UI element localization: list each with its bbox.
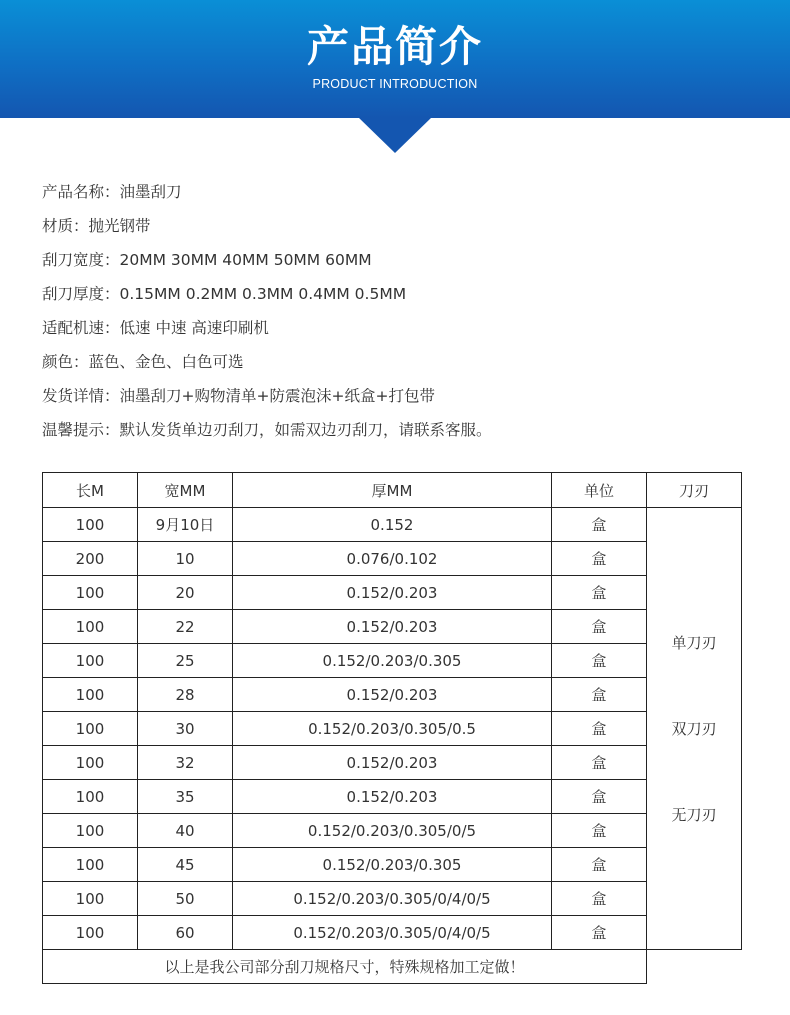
spec-line	[42, 382, 762, 416]
cell-width: 28	[138, 678, 233, 712]
cell-width: 10	[138, 542, 233, 576]
spec-label: 发货详情：	[42, 387, 120, 405]
cell-length: 100	[43, 814, 138, 848]
cell-unit: 盒	[552, 644, 647, 678]
cell-width: 30	[138, 712, 233, 746]
banner-arrow	[358, 117, 432, 153]
cell-width: 9月10日	[138, 508, 233, 542]
table-note: 以上是我公司部分刮刀规格尺寸，特殊规格加工定做！	[43, 950, 647, 984]
header-banner	[0, 0, 790, 118]
page-title: 产品简介	[306, 22, 483, 71]
cell-length: 100	[43, 882, 138, 916]
header-unit: 单位	[552, 473, 647, 508]
header-thickness: 厚MM	[233, 473, 552, 508]
blade-type: 单刀刃	[671, 633, 717, 652]
cell-unit: 盒	[552, 746, 647, 780]
spec-table	[42, 472, 742, 984]
blade-type: 无刀刃	[671, 805, 717, 824]
table-row	[43, 814, 742, 848]
spec-label: 刮刀厚度：	[42, 285, 120, 303]
spec-line	[42, 212, 762, 246]
spec-value: 抛光钢带	[88, 217, 151, 235]
table-row	[43, 678, 742, 712]
cell-width: 50	[138, 882, 233, 916]
cell-width: 25	[138, 644, 233, 678]
header-width: 宽MM	[138, 473, 233, 508]
cell-length: 100	[43, 678, 138, 712]
table-row	[43, 576, 742, 610]
spec-line	[42, 280, 762, 314]
cell-thickness: 0.152/0.203/0.305/0/4/0/5	[233, 916, 552, 950]
table-header-row	[43, 473, 742, 508]
cell-length: 100	[43, 508, 138, 542]
header-blade: 刀刃	[647, 473, 742, 508]
cell-width: 22	[138, 610, 233, 644]
spec-value: 油墨刮刀	[119, 183, 182, 201]
cell-unit: 盒	[552, 576, 647, 610]
cell-width: 32	[138, 746, 233, 780]
cell-unit: 盒	[552, 610, 647, 644]
cell-length: 100	[43, 712, 138, 746]
cell-thickness: 0.152/0.203/0.305/0/4/0/5	[233, 882, 552, 916]
spec-line	[42, 314, 762, 348]
table-row	[43, 712, 742, 746]
cell-unit: 盒	[552, 508, 647, 542]
cell-thickness: 0.152/0.203/0.305	[233, 644, 552, 678]
cell-unit: 盒	[552, 542, 647, 576]
blade-type-cell	[647, 508, 742, 950]
table-row	[43, 610, 742, 644]
cell-thickness: 0.152/0.203	[233, 576, 552, 610]
cell-thickness: 0.152/0.203	[233, 610, 552, 644]
cell-width: 20	[138, 576, 233, 610]
table-row	[43, 916, 742, 950]
cell-length: 100	[43, 610, 138, 644]
spec-value: 油墨刮刀+购物清单+防震泡沫+纸盒+打包带	[119, 387, 435, 405]
cell-thickness: 0.152/0.203	[233, 780, 552, 814]
cell-length: 100	[43, 780, 138, 814]
table-row	[43, 780, 742, 814]
cell-unit: 盒	[552, 916, 647, 950]
cell-thickness: 0.152/0.203/0.305/0/5	[233, 814, 552, 848]
blade-type: 双刀刃	[671, 719, 717, 738]
spec-list	[42, 178, 762, 450]
table-row	[43, 542, 742, 576]
cell-width: 60	[138, 916, 233, 950]
spec-line	[42, 348, 762, 382]
cell-unit: 盒	[552, 712, 647, 746]
cell-thickness: 0.076/0.102	[233, 542, 552, 576]
cell-width: 45	[138, 848, 233, 882]
cell-unit: 盒	[552, 882, 647, 916]
spec-label: 产品名称：	[42, 183, 120, 201]
spec-line	[42, 246, 762, 280]
table-row	[43, 848, 742, 882]
cell-length: 100	[43, 576, 138, 610]
table-row	[43, 644, 742, 678]
spec-line	[42, 178, 762, 212]
cell-unit: 盒	[552, 678, 647, 712]
cell-width: 40	[138, 814, 233, 848]
cell-length: 100	[43, 916, 138, 950]
spec-label: 刮刀宽度：	[42, 251, 120, 269]
spec-value: 低速 中速 高速印刷机	[119, 319, 269, 337]
cell-unit: 盒	[552, 814, 647, 848]
table-note-row	[43, 950, 742, 984]
cell-thickness: 0.152/0.203/0.305	[233, 848, 552, 882]
table-row	[43, 508, 742, 542]
spec-line	[42, 416, 762, 450]
spec-label: 适配机速：	[42, 319, 120, 337]
cell-thickness: 0.152/0.203	[233, 746, 552, 780]
cell-length: 100	[43, 746, 138, 780]
cell-length: 100	[43, 644, 138, 678]
cell-length: 100	[43, 848, 138, 882]
page-subtitle: PRODUCT INTRODUCTION	[312, 77, 478, 91]
header-length: 长M	[43, 473, 138, 508]
spec-value: 0.15MM 0.2MM 0.3MM 0.4MM 0.5MM	[119, 285, 407, 303]
cell-thickness: 0.152/0.203	[233, 678, 552, 712]
table-row	[43, 882, 742, 916]
cell-width: 35	[138, 780, 233, 814]
cell-unit: 盒	[552, 780, 647, 814]
spec-label: 温馨提示：	[42, 421, 120, 439]
cell-length: 200	[43, 542, 138, 576]
spec-value: 蓝色、金色、白色可选	[88, 353, 244, 371]
cell-unit: 盒	[552, 848, 647, 882]
table-row	[43, 746, 742, 780]
spec-label: 颜色：	[42, 353, 89, 371]
spec-value: 默认发货单边刃刮刀，如需双边刃刮刀，请联系客服。	[119, 421, 492, 439]
spec-value: 20MM 30MM 40MM 50MM 60MM	[119, 251, 372, 269]
cell-thickness: 0.152	[233, 508, 552, 542]
spec-label: 材质：	[42, 217, 89, 235]
cell-thickness: 0.152/0.203/0.305/0.5	[233, 712, 552, 746]
